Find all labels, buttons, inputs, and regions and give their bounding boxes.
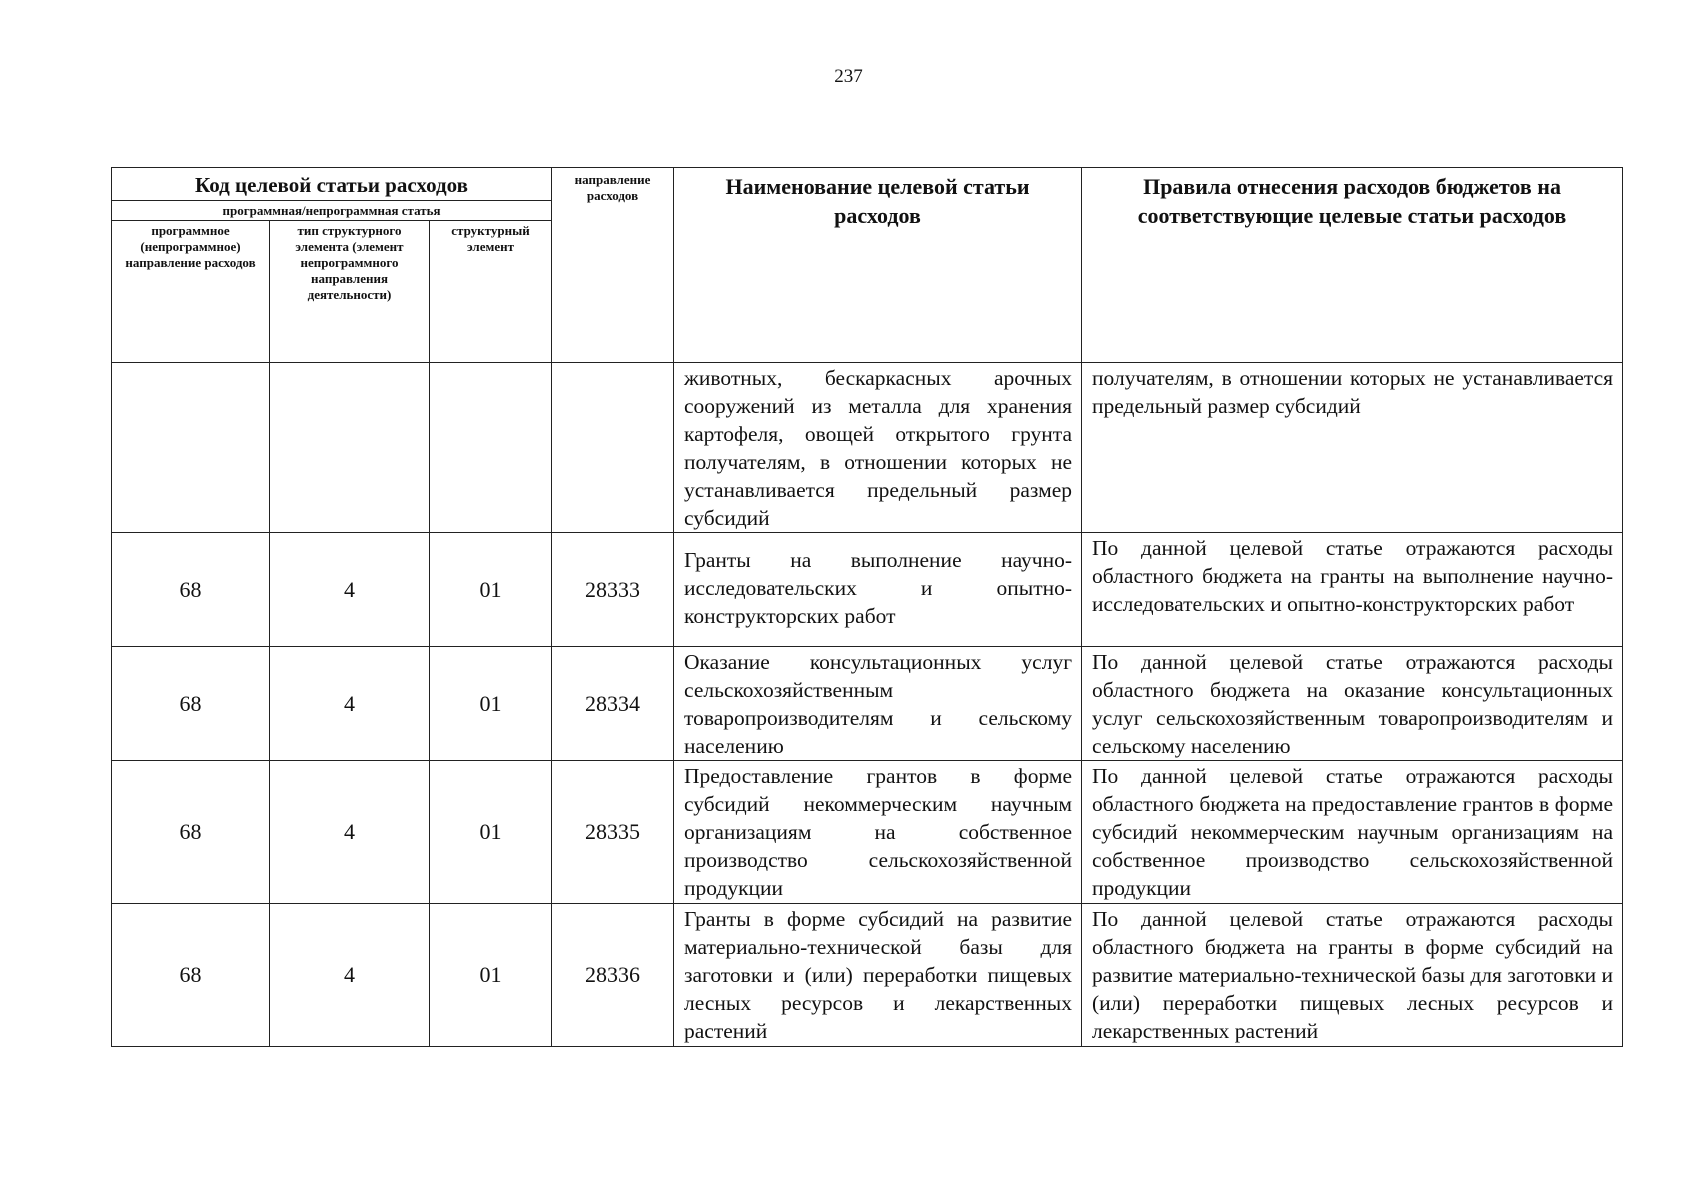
cell-program: 68 <box>112 904 270 1047</box>
cell-type: 4 <box>270 647 430 761</box>
cell-program: 68 <box>112 647 270 761</box>
header-structural-element: структурный элемент <box>430 221 552 363</box>
cell-direction: 28334 <box>552 647 674 761</box>
cell-name: Гранты на выполнение научно-исследовательских и опытно-конструкторских работ <box>674 533 1082 647</box>
cell-rule: По данной целевой статье отражаются расходы областного бюджета на гранты на выполнение научно-исследовательских и опытно-конструкторских работ <box>1082 533 1623 647</box>
table-row <box>112 647 1623 761</box>
table-row <box>112 761 1623 904</box>
cell-name: Гранты в форме субсидий на развитие материально-технической базы для заготовки и (или) переработки пищевых лесных ресурсов и лекарственных растений <box>674 904 1082 1047</box>
cell-direction: 28333 <box>552 533 674 647</box>
table-row <box>112 533 1623 647</box>
header-structural-type: тип структурного элемента (элемент непрограммного направления деятельности) <box>270 221 430 363</box>
cell-rule: По данной целевой статье отражаются расходы областного бюджета на предоставление грантов в форме субсидий некоммерческим научным организациям на собственное производство сельскохозяйственной продукции <box>1082 761 1623 904</box>
header-name: Наименование целевой статьи расходов <box>674 168 1082 363</box>
cell-type <box>270 363 430 533</box>
header-code-group: Код целевой статьи расходов <box>112 168 552 201</box>
cell-direction: 28335 <box>552 761 674 904</box>
cell-direction: 28336 <box>552 904 674 1047</box>
cell-program: 68 <box>112 761 270 904</box>
cell-element: 01 <box>430 647 552 761</box>
cell-program <box>112 363 270 533</box>
cell-type: 4 <box>270 904 430 1047</box>
page-number: 237 <box>834 66 863 87</box>
header-rules: Правила отнесения расходов бюджетов на соответствующие целевые статьи расходов <box>1082 168 1623 363</box>
cell-rule: получателям, в отношении которых не устанавливается предельный размер субсидий <box>1082 363 1623 533</box>
cell-element <box>430 363 552 533</box>
cell-name: животных, бескаркасных арочных сооружений из металла для хранения картофеля, овощей открытого грунта получателям, в отношении которых не устанавливается предельный размер субсидий <box>674 363 1082 533</box>
cell-type: 4 <box>270 533 430 647</box>
cell-element: 01 <box>430 761 552 904</box>
cell-element: 01 <box>430 533 552 647</box>
table-row <box>112 904 1623 1047</box>
cell-name: Оказание консультационных услуг сельскохозяйственным товаропроизводителям и сельскому населению <box>674 647 1082 761</box>
cell-name: Предоставление грантов в форме субсидий некоммерческим научным организациям на собственное производство сельскохозяйственной продукции <box>674 761 1082 904</box>
budget-table <box>111 167 1623 1047</box>
header-direction: направление расходов <box>552 168 674 363</box>
cell-rule: По данной целевой статье отражаются расходы областного бюджета на гранты в форме субсидий на развитие материально-технической базы для заготовки и (или) переработки пищевых лесных ресурсов и лекарственных растений <box>1082 904 1623 1047</box>
header-program-article: программная/непрограммная статья <box>112 201 552 221</box>
cell-rule: По данной целевой статье отражаются расходы областного бюджета на оказание консультационных услуг сельскохозяйственным товаропроизводителям и сельскому населению <box>1082 647 1623 761</box>
cell-program: 68 <box>112 533 270 647</box>
cell-direction <box>552 363 674 533</box>
table-row <box>112 363 1623 533</box>
header-program-direction: программное (непрограммное) направление расходов <box>112 221 270 363</box>
cell-type: 4 <box>270 761 430 904</box>
cell-element: 01 <box>430 904 552 1047</box>
